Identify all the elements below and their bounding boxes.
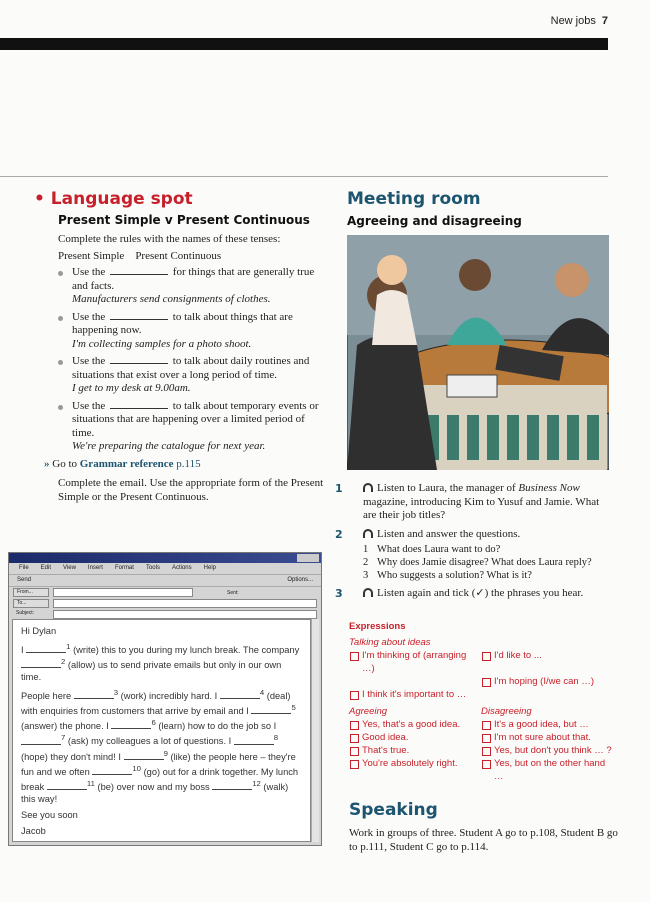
gap-blank[interactable] [124, 759, 164, 760]
gap-blank[interactable] [21, 744, 61, 745]
expressions-title: Expressions [349, 621, 406, 632]
headphones-icon[interactable] [363, 588, 373, 597]
signoff: See you soon [21, 809, 78, 820]
checkbox-phrase[interactable]: Yes, that's a good idea. [349, 718, 481, 731]
rule-example: I'm collecting samples for a photo shoot. [72, 337, 252, 350]
to-button[interactable]: To... [13, 599, 49, 608]
language-spot-title: • Language spot [34, 189, 193, 209]
disagreeing-title: Disagreeing [481, 706, 532, 717]
language-spot-subtitle: Present Simple v Present Continuous [58, 213, 310, 227]
answer-blank[interactable] [110, 363, 168, 364]
meeting-room-title: Meeting room [347, 189, 481, 209]
checkbox-phrase[interactable]: I'm hoping (I/we can …) [481, 675, 615, 688]
checkbox-phrase[interactable]: I'd like to ... [481, 649, 615, 675]
rule-item: Use the to talk about temporary events or situations that are happening over a limited period of time. [40, 400, 325, 441]
options-button[interactable]: Options... [287, 577, 313, 583]
gap-number: 4 [259, 688, 265, 698]
page-number: 7 [601, 15, 608, 27]
question: 3 Who suggests a solution? What is it? [363, 570, 532, 581]
expressions-box [335, 620, 615, 783]
rule-item: Use the for things that are generally true and facts. [40, 266, 325, 293]
rule-item: Use the to talk about daily routines and situations that exist over a long period of time. [40, 355, 325, 382]
to-field[interactable] [53, 599, 317, 608]
gap-number: 2 [61, 657, 66, 667]
gap-blank[interactable] [111, 728, 151, 729]
gap-blank[interactable] [47, 789, 87, 790]
speaking-text: Work in groups of three. Student A go to p.108, Student B go to p.111, Student C go to p.114. [349, 827, 618, 853]
title-bar [9, 553, 321, 563]
speaking-section [349, 800, 619, 854]
gap-number: 11 [86, 778, 95, 788]
gap-number: 3 [113, 688, 119, 698]
gap-blank[interactable] [251, 713, 291, 714]
checkbox-phrase[interactable]: I'm not sure about that. [481, 731, 615, 744]
talking-title: Talking about ideas [349, 637, 431, 648]
menu-item[interactable]: Edit [40, 565, 52, 571]
menu-item[interactable]: Format [114, 565, 134, 571]
divider [0, 176, 608, 177]
menu-item[interactable]: File [19, 565, 29, 571]
gap-number: 10 [132, 763, 141, 773]
checkbox-phrase[interactable]: Yes, but don't you think … ? [481, 744, 615, 757]
language-spot [34, 189, 325, 507]
from-button[interactable]: From... [13, 588, 49, 597]
section-name: New jobs [550, 15, 596, 27]
page-header [551, 15, 608, 27]
exercise-3: 3 Listen again and tick (✓) the phrases you hear. [335, 587, 584, 600]
sent-label: Sent: [227, 589, 239, 596]
instruction: Complete the rules with the names of these tenses: [58, 233, 281, 245]
scrollbar[interactable] [311, 619, 319, 842]
email-window [8, 552, 322, 846]
gap-blank[interactable] [220, 698, 260, 699]
headphones-icon[interactable] [363, 529, 373, 538]
checkbox-phrase[interactable]: I think it's important to … [349, 688, 615, 701]
question: 1 What does Laura want to do? [363, 544, 501, 555]
answer-blank[interactable] [110, 319, 168, 320]
answer-blank[interactable] [110, 408, 168, 409]
gap-blank[interactable] [212, 789, 252, 790]
gap-blank[interactable] [26, 652, 66, 653]
question: 2 Why does Jamie disagree? What does Laura reply? [363, 557, 592, 568]
meeting-room-subtitle: Agreeing and disagreeing [347, 214, 522, 228]
menu-item[interactable]: View [63, 565, 76, 571]
subject-field[interactable] [53, 610, 317, 619]
from-field[interactable] [53, 588, 193, 597]
toolbar [9, 575, 321, 587]
gap-number: 8 [273, 733, 279, 743]
rule-item: Use the to talk about things that are happening now. [40, 311, 325, 338]
paragraph-1: I $^1$ (write) this to you during my lunch break. The company $^2$ (allow) us to send private emails but only in our own time. [21, 642, 300, 683]
gap-number: 12 [252, 778, 261, 788]
menu-bar [9, 563, 321, 575]
header-bar [0, 38, 608, 50]
email-instruction: Complete the email. Use the appropriate form of the Present Simple or the Present Continuous. [58, 477, 324, 503]
checkbox-phrase[interactable]: Good idea. [349, 731, 481, 744]
exercise-1: 1 Listen to Laura, the manager of Business Now magazine, introducing Kim to Yusuf and Jamie. What are their job titles? [335, 482, 600, 521]
paragraph-2: People here $^3$ (work) incredibly hard. I $^4$ (deal) with enquiries from customers that arrive by email and I $^5$ (answer) the phone. I $^6$ (learn) how to do the job so I $^7$ (ask) my colleagues a lot of questions. I $^8$ (hope) they don't mind! I $^9$ (like) the people here – they're fun and we often $^{10}$ (go) out for a drink together. My lunch break $^{11}$ (be) over now and my boss $^{12}$ (walk) this way! [21, 688, 299, 804]
window-controls[interactable] [297, 554, 319, 562]
checkbox-phrase[interactable]: I'm thinking of (arranging …) [349, 649, 481, 675]
meeting-room [335, 189, 615, 228]
agreeing-title: Agreeing [349, 706, 388, 717]
rule-example: We're preparing the catalogue for next year. [72, 440, 266, 452]
gap-blank[interactable] [74, 698, 114, 699]
email-body[interactable] [12, 619, 311, 842]
checkbox-phrase[interactable]: That's true. [349, 744, 481, 757]
grammar-reference-link[interactable]: » Go to Grammar reference p.115 [44, 457, 201, 470]
gap-blank[interactable] [234, 744, 274, 745]
rule-example: Manufacturers send consignments of clothes. [72, 293, 271, 305]
gap-number: 7 [61, 733, 66, 743]
rule-example: I get to my desk at 9.00am. [72, 382, 191, 394]
menu-item[interactable]: Insert [87, 565, 103, 571]
menu-item[interactable]: Help [203, 565, 216, 571]
greeting: Hi Dylan [21, 626, 57, 636]
gap-number: 5 [291, 703, 296, 713]
tense-list: Present Simple Present Continuous [58, 249, 222, 262]
gap-blank[interactable] [92, 774, 132, 775]
signature: Jacob [21, 825, 46, 836]
speaking-title: Speaking [349, 800, 438, 820]
checkbox-phrase[interactable]: Yes, but on the other hand … [481, 757, 615, 783]
menu-item[interactable]: Tools [145, 565, 160, 571]
headphones-icon[interactable] [363, 483, 373, 492]
gap-number: 1 [66, 642, 71, 651]
subject-label: Subject: [16, 610, 35, 616]
exercise-2: 2 Listen and answer the questions. [335, 527, 521, 541]
checkbox-phrase[interactable]: It's a good idea, but … [481, 718, 615, 731]
send-button[interactable]: Send [17, 577, 32, 583]
menu-item[interactable]: Actions [171, 565, 192, 571]
answer-blank[interactable] [110, 274, 168, 275]
exercises [335, 482, 615, 606]
gap-blank[interactable] [21, 667, 61, 668]
checkbox-phrase[interactable]: You're absolutely right. [349, 757, 481, 770]
meeting-illustration [347, 235, 609, 470]
gap-number: 9 [163, 748, 168, 758]
gap-number: 6 [151, 718, 156, 728]
